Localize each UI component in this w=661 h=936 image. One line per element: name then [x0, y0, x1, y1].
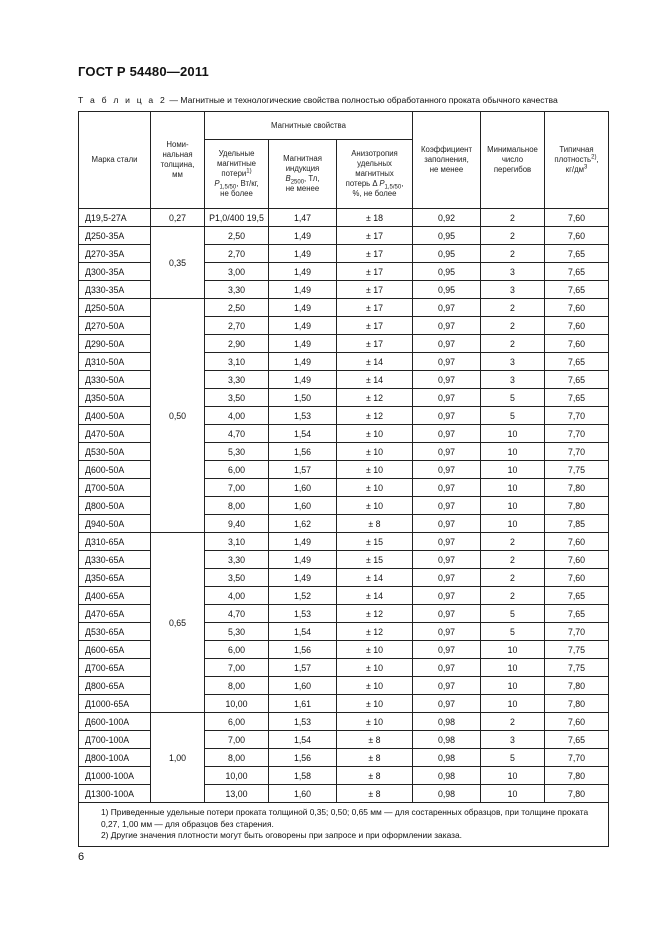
- cell-min-bends: 10: [481, 497, 545, 515]
- cell-min-bends: 10: [481, 443, 545, 461]
- cell-specific-loss: 2,70: [205, 245, 269, 263]
- cell-anisotropy: ± 14: [337, 371, 413, 389]
- cell-induction: 1,49: [269, 533, 337, 551]
- table-row: [79, 209, 609, 227]
- cell-anisotropy: ± 15: [337, 533, 413, 551]
- cell-induction: 1,49: [269, 299, 337, 317]
- table-caption: [78, 95, 618, 105]
- cell-induction: 1,57: [269, 461, 337, 479]
- cell-anisotropy: ± 17: [337, 245, 413, 263]
- header-fill-factor: Коэффициент заполнения, не менее: [413, 112, 481, 209]
- cell-grade: Д350-65А: [79, 569, 151, 587]
- cell-anisotropy: ± 17: [337, 335, 413, 353]
- cell-induction: 1,47: [269, 209, 337, 227]
- cell-anisotropy: ± 14: [337, 569, 413, 587]
- cell-min-bends: 10: [481, 695, 545, 713]
- cell-anisotropy: ± 8: [337, 767, 413, 785]
- cell-fill-factor: 0,97: [413, 443, 481, 461]
- table-row: [79, 299, 609, 317]
- cell-min-bends: 10: [481, 479, 545, 497]
- cell-grade: Д530-50А: [79, 443, 151, 461]
- cell-induction: 1,49: [269, 245, 337, 263]
- cell-grade: Д400-50А: [79, 407, 151, 425]
- cell-min-bends: 2: [481, 569, 545, 587]
- cell-density: 7,80: [545, 497, 609, 515]
- cell-fill-factor: 0,97: [413, 371, 481, 389]
- cell-fill-factor: 0,97: [413, 515, 481, 533]
- cell-density: 7,80: [545, 767, 609, 785]
- cell-induction: 1,56: [269, 641, 337, 659]
- cell-anisotropy: ± 14: [337, 587, 413, 605]
- cell-specific-loss: 8,00: [205, 497, 269, 515]
- cell-induction: 1,54: [269, 731, 337, 749]
- cell-density: 7,65: [545, 263, 609, 281]
- header-induction: Магнитная индукция $B_{2500}$, Тл, не менее: [269, 140, 337, 209]
- cell-density: 7,65: [545, 389, 609, 407]
- cell-thickness: 0,65: [151, 533, 205, 713]
- cell-fill-factor: 0,97: [413, 497, 481, 515]
- cell-min-bends: 2: [481, 335, 545, 353]
- cell-fill-factor: 0,95: [413, 281, 481, 299]
- table-caption-text: — Магнитные и технологические свойства полностью обработанного проката обычного качества: [166, 95, 558, 105]
- cell-induction: 1,49: [269, 335, 337, 353]
- cell-min-bends: 10: [481, 659, 545, 677]
- cell-grade: Д700-50А: [79, 479, 151, 497]
- cell-min-bends: 10: [481, 461, 545, 479]
- header-density: Типичная плотность$^{2)}$, $кг/дм^3$: [545, 112, 609, 209]
- cell-specific-loss: 10,00: [205, 767, 269, 785]
- cell-grade: Д300-35А: [79, 263, 151, 281]
- header-magnetic-properties: Магнитные свойства: [205, 112, 413, 140]
- cell-fill-factor: 0,97: [413, 407, 481, 425]
- cell-anisotropy: ± 10: [337, 479, 413, 497]
- cell-min-bends: 10: [481, 515, 545, 533]
- cell-min-bends: 3: [481, 731, 545, 749]
- cell-density: 7,60: [545, 335, 609, 353]
- cell-min-bends: 10: [481, 785, 545, 803]
- cell-specific-loss: 3,10: [205, 353, 269, 371]
- cell-thickness: 1,00: [151, 713, 205, 803]
- cell-grade: Д350-50А: [79, 389, 151, 407]
- cell-density: 7,60: [545, 299, 609, 317]
- cell-grade: Д400-65А: [79, 587, 151, 605]
- cell-induction: 1,49: [269, 281, 337, 299]
- cell-min-bends: 10: [481, 641, 545, 659]
- cell-fill-factor: 0,97: [413, 353, 481, 371]
- cell-density: 7,65: [545, 587, 609, 605]
- cell-fill-factor: 0,95: [413, 245, 481, 263]
- cell-density: 7,65: [545, 605, 609, 623]
- cell-anisotropy: ± 17: [337, 317, 413, 335]
- cell-grade: Д940-50А: [79, 515, 151, 533]
- header-anisotropy: Анизотропия удельных магнитных потерь Δ $P_{1,5/50}$, %, не более: [337, 140, 413, 209]
- cell-grade: Д310-65А: [79, 533, 151, 551]
- cell-specific-loss: 3,30: [205, 371, 269, 389]
- cell-anisotropy: ± 12: [337, 605, 413, 623]
- cell-anisotropy: ± 10: [337, 443, 413, 461]
- cell-density: 7,70: [545, 443, 609, 461]
- cell-grade: Д310-50А: [79, 353, 151, 371]
- cell-density: 7,70: [545, 425, 609, 443]
- cell-density: 7,70: [545, 749, 609, 767]
- cell-fill-factor: 0,97: [413, 677, 481, 695]
- cell-min-bends: 5: [481, 389, 545, 407]
- header-specific-loss: Удельные магнитные потери$^{1)}$ $P_{1,5/50}$, Вт/кг, не более: [205, 140, 269, 209]
- cell-fill-factor: 0,97: [413, 551, 481, 569]
- table-body: [79, 209, 609, 803]
- cell-grade: Д470-65А: [79, 605, 151, 623]
- cell-induction: 1,58: [269, 767, 337, 785]
- cell-fill-factor: 0,97: [413, 605, 481, 623]
- cell-min-bends: 2: [481, 587, 545, 605]
- cell-min-bends: 2: [481, 227, 545, 245]
- cell-thickness: 0,50: [151, 299, 205, 533]
- cell-induction: 1,54: [269, 425, 337, 443]
- cell-grade: Д330-50А: [79, 371, 151, 389]
- cell-grade: Д1000-65А: [79, 695, 151, 713]
- cell-induction: 1,52: [269, 587, 337, 605]
- cell-density: 7,65: [545, 281, 609, 299]
- cell-fill-factor: 0,97: [413, 659, 481, 677]
- cell-min-bends: 2: [481, 299, 545, 317]
- cell-density: 7,80: [545, 785, 609, 803]
- cell-induction: 1,49: [269, 353, 337, 371]
- cell-anisotropy: ± 15: [337, 551, 413, 569]
- cell-specific-loss: 4,00: [205, 407, 269, 425]
- cell-min-bends: 2: [481, 317, 545, 335]
- cell-specific-loss: 3,50: [205, 389, 269, 407]
- cell-grade: Д250-50А: [79, 299, 151, 317]
- cell-grade: Д600-65А: [79, 641, 151, 659]
- table-caption-label: Т а б л и ц а 2: [78, 95, 167, 105]
- cell-anisotropy: ± 8: [337, 515, 413, 533]
- cell-specific-loss: 7,00: [205, 659, 269, 677]
- cell-fill-factor: 0,97: [413, 317, 481, 335]
- cell-min-bends: 5: [481, 605, 545, 623]
- cell-density: 7,65: [545, 371, 609, 389]
- cell-grade: Д700-65А: [79, 659, 151, 677]
- cell-min-bends: 2: [481, 533, 545, 551]
- cell-anisotropy: ± 18: [337, 209, 413, 227]
- cell-density: 7,75: [545, 641, 609, 659]
- cell-anisotropy: ± 17: [337, 263, 413, 281]
- cell-thickness: 0,27: [151, 209, 205, 227]
- cell-anisotropy: ± 14: [337, 353, 413, 371]
- cell-anisotropy: ± 10: [337, 659, 413, 677]
- cell-specific-loss: 6,00: [205, 461, 269, 479]
- cell-min-bends: 2: [481, 551, 545, 569]
- cell-induction: 1,49: [269, 263, 337, 281]
- cell-specific-loss: 2,70: [205, 317, 269, 335]
- cell-density: 7,60: [545, 551, 609, 569]
- header-steel-grade: Марка стали: [79, 112, 151, 209]
- cell-density: 7,80: [545, 695, 609, 713]
- cell-density: 7,60: [545, 209, 609, 227]
- cell-induction: 1,60: [269, 479, 337, 497]
- cell-density: 7,80: [545, 677, 609, 695]
- cell-density: 7,65: [545, 245, 609, 263]
- cell-anisotropy: ± 10: [337, 677, 413, 695]
- cell-min-bends: 2: [481, 209, 545, 227]
- cell-fill-factor: 0,97: [413, 389, 481, 407]
- cell-fill-factor: 0,98: [413, 731, 481, 749]
- cell-fill-factor: 0,98: [413, 749, 481, 767]
- cell-induction: 1,56: [269, 443, 337, 461]
- header-min-bends: Минимальное число перегибов: [481, 112, 545, 209]
- cell-anisotropy: ± 10: [337, 695, 413, 713]
- footnote-1: 1) Приведенные удельные потери проката толщиной 0,35; 0,50; 0,65 мм — для состаренных образцов, при толщине проката 0,27, 1,00 мм — для образцов без старения.: [101, 807, 589, 829]
- cell-fill-factor: 0,97: [413, 641, 481, 659]
- cell-fill-factor: 0,97: [413, 623, 481, 641]
- cell-induction: 1,60: [269, 497, 337, 515]
- cell-grade: Д19,5-27А: [79, 209, 151, 227]
- table-row: [79, 533, 609, 551]
- cell-anisotropy: ± 8: [337, 749, 413, 767]
- cell-fill-factor: 0,97: [413, 461, 481, 479]
- cell-induction: 1,57: [269, 659, 337, 677]
- cell-induction: 1,60: [269, 677, 337, 695]
- cell-density: 7,60: [545, 569, 609, 587]
- cell-fill-factor: 0,98: [413, 767, 481, 785]
- cell-density: 7,85: [545, 515, 609, 533]
- cell-anisotropy: ± 17: [337, 227, 413, 245]
- cell-specific-loss: 10,00: [205, 695, 269, 713]
- table-row: [79, 713, 609, 731]
- cell-specific-loss: 6,00: [205, 641, 269, 659]
- cell-anisotropy: ± 12: [337, 623, 413, 641]
- cell-min-bends: 10: [481, 425, 545, 443]
- cell-density: 7,65: [545, 353, 609, 371]
- cell-grade: Д800-100А: [79, 749, 151, 767]
- cell-fill-factor: 0,97: [413, 479, 481, 497]
- cell-induction: 1,53: [269, 713, 337, 731]
- cell-grade: Д800-50А: [79, 497, 151, 515]
- cell-anisotropy: ± 8: [337, 731, 413, 749]
- cell-min-bends: 2: [481, 713, 545, 731]
- cell-grade: Д800-65А: [79, 677, 151, 695]
- cell-grade: Д700-100А: [79, 731, 151, 749]
- cell-density: 7,75: [545, 659, 609, 677]
- cell-anisotropy: ± 10: [337, 497, 413, 515]
- cell-specific-loss: 7,00: [205, 731, 269, 749]
- cell-fill-factor: 0,97: [413, 569, 481, 587]
- cell-fill-factor: 0,97: [413, 695, 481, 713]
- cell-grade: Д530-65А: [79, 623, 151, 641]
- cell-specific-loss: 3,50: [205, 569, 269, 587]
- cell-min-bends: 3: [481, 281, 545, 299]
- cell-min-bends: 5: [481, 749, 545, 767]
- cell-specific-loss: 8,00: [205, 749, 269, 767]
- cell-anisotropy: ± 8: [337, 785, 413, 803]
- cell-specific-loss: 2,90: [205, 335, 269, 353]
- cell-fill-factor: 0,92: [413, 209, 481, 227]
- cell-grade: Д330-35А: [79, 281, 151, 299]
- cell-anisotropy: ± 17: [337, 299, 413, 317]
- cell-density: 7,80: [545, 479, 609, 497]
- cell-specific-loss: 3,30: [205, 281, 269, 299]
- cell-grade: Д1300-100А: [79, 785, 151, 803]
- cell-grade: Д270-50А: [79, 317, 151, 335]
- cell-grade: Д270-35А: [79, 245, 151, 263]
- cell-specific-loss: 5,30: [205, 443, 269, 461]
- cell-specific-loss: 8,00: [205, 677, 269, 695]
- cell-anisotropy: ± 10: [337, 713, 413, 731]
- cell-grade: Д470-50А: [79, 425, 151, 443]
- cell-min-bends: 3: [481, 371, 545, 389]
- cell-specific-loss: 4,70: [205, 605, 269, 623]
- cell-min-bends: 10: [481, 677, 545, 695]
- cell-specific-loss: P1,0/400 19,5: [205, 209, 269, 227]
- cell-fill-factor: 0,95: [413, 227, 481, 245]
- cell-induction: 1,53: [269, 407, 337, 425]
- cell-specific-loss: 2,50: [205, 299, 269, 317]
- cell-density: 7,65: [545, 731, 609, 749]
- cell-fill-factor: 0,97: [413, 335, 481, 353]
- cell-induction: 1,49: [269, 551, 337, 569]
- cell-min-bends: 3: [481, 263, 545, 281]
- cell-induction: 1,53: [269, 605, 337, 623]
- cell-grade: Д600-100А: [79, 713, 151, 731]
- table-footnotes: [79, 803, 609, 847]
- cell-induction: 1,49: [269, 227, 337, 245]
- cell-induction: 1,60: [269, 785, 337, 803]
- cell-anisotropy: ± 10: [337, 641, 413, 659]
- cell-specific-loss: 13,00: [205, 785, 269, 803]
- cell-induction: 1,54: [269, 623, 337, 641]
- cell-min-bends: 3: [481, 353, 545, 371]
- cell-fill-factor: 0,97: [413, 533, 481, 551]
- cell-anisotropy: ± 12: [337, 407, 413, 425]
- cell-fill-factor: 0,98: [413, 713, 481, 731]
- cell-min-bends: 5: [481, 623, 545, 641]
- cell-anisotropy: ± 10: [337, 461, 413, 479]
- cell-induction: 1,50: [269, 389, 337, 407]
- cell-fill-factor: 0,98: [413, 785, 481, 803]
- cell-induction: 1,49: [269, 371, 337, 389]
- cell-density: 7,60: [545, 713, 609, 731]
- cell-fill-factor: 0,95: [413, 263, 481, 281]
- cell-fill-factor: 0,97: [413, 299, 481, 317]
- cell-density: 7,70: [545, 623, 609, 641]
- cell-anisotropy: ± 10: [337, 425, 413, 443]
- cell-density: 7,70: [545, 407, 609, 425]
- cell-specific-loss: 3,00: [205, 263, 269, 281]
- cell-min-bends: 10: [481, 767, 545, 785]
- cell-min-bends: 5: [481, 407, 545, 425]
- cell-thickness: 0,35: [151, 227, 205, 299]
- header-thickness: Номи- нальная толщина, мм: [151, 112, 205, 209]
- table-row: [79, 227, 609, 245]
- cell-specific-loss: 4,00: [205, 587, 269, 605]
- cell-min-bends: 2: [481, 245, 545, 263]
- page-number: 6: [78, 851, 85, 863]
- cell-induction: 1,49: [269, 317, 337, 335]
- cell-induction: 1,56: [269, 749, 337, 767]
- cell-anisotropy: ± 12: [337, 389, 413, 407]
- cell-grade: Д1000-100А: [79, 767, 151, 785]
- cell-specific-loss: 3,30: [205, 551, 269, 569]
- cell-grade: Д250-35А: [79, 227, 151, 245]
- cell-induction: 1,62: [269, 515, 337, 533]
- cell-fill-factor: 0,97: [413, 425, 481, 443]
- cell-density: 7,60: [545, 533, 609, 551]
- footnote-2: 2) Другие значения плотности могут быть оговорены при запросе и при оформлении заказа.: [101, 830, 462, 840]
- cell-specific-loss: 4,70: [205, 425, 269, 443]
- cell-grade: Д290-50А: [79, 335, 151, 353]
- cell-specific-loss: 5,30: [205, 623, 269, 641]
- cell-density: 7,60: [545, 317, 609, 335]
- cell-specific-loss: 3,10: [205, 533, 269, 551]
- cell-induction: 1,61: [269, 695, 337, 713]
- cell-specific-loss: 7,00: [205, 479, 269, 497]
- cell-density: 7,75: [545, 461, 609, 479]
- cell-anisotropy: ± 17: [337, 281, 413, 299]
- cell-density: 7,60: [545, 227, 609, 245]
- magnetic-properties-table: [78, 111, 609, 847]
- cell-fill-factor: 0,97: [413, 587, 481, 605]
- cell-induction: 1,49: [269, 569, 337, 587]
- cell-specific-loss: 6,00: [205, 713, 269, 731]
- cell-specific-loss: 9,40: [205, 515, 269, 533]
- cell-grade: Д330-65А: [79, 551, 151, 569]
- cell-grade: Д600-50А: [79, 461, 151, 479]
- document-header: ГОСТ Р 54480—2011: [78, 64, 209, 79]
- cell-specific-loss: 2,50: [205, 227, 269, 245]
